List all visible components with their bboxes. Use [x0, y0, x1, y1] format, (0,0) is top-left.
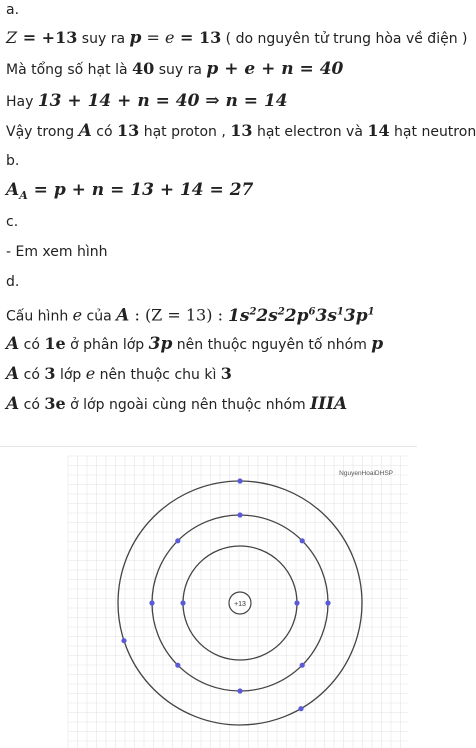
part-a-line-1: Z = +13 suy ra p = e = 13 ( do nguyên tử trung hòa về điện )	[6, 28, 468, 48]
electron-shell-1	[180, 600, 185, 605]
atom-shell-diagram	[68, 456, 408, 748]
electron-shell-3	[237, 478, 242, 483]
electron-shell-2	[149, 600, 154, 605]
part-a-line-3: Hay 13 + 14 + n = 40 ⇒ n = 14	[6, 91, 288, 111]
electron-shell-2	[325, 600, 330, 605]
electron-shell-3	[298, 706, 303, 711]
part-d-line-4: A có 3e ở lớp ngoài cùng nên thuộc nhóm IIIA	[6, 394, 348, 414]
nucleus-label: +13	[234, 601, 246, 608]
part-d-line-3: A có 3 lớp e nên thuộc chu kì 3	[6, 364, 232, 384]
part-c-text: - Em xem hình	[6, 244, 108, 260]
electron-shell-2	[300, 663, 305, 668]
electron-shell-2	[237, 512, 242, 517]
part-d-config-line: Cấu hình e của A : (Z = 13) : $1s^22s^22p^63s^13p^1$	[6, 305, 375, 326]
part-a-line-4: Vậy trong A có 13 hạt proton , 13 hạt electron và 14 hạt neutron	[6, 121, 476, 141]
electron-shell-1	[294, 600, 299, 605]
part-b-formula: $A_A = p + n = 13 + 14 = 27$	[6, 180, 254, 202]
watermark-text: NguyenHoaiDHSP	[339, 470, 393, 477]
electron-shell-2	[175, 663, 180, 668]
section-divider	[0, 446, 417, 447]
part-d-line-2: A có 1e ở phân lớp 3p nên thuộc nguyên tố nhóm p	[6, 334, 384, 354]
electron-shell-3	[121, 638, 126, 643]
part-d-label: d.	[6, 274, 20, 290]
electron-shell-2	[237, 688, 242, 693]
part-a-label: a.	[6, 2, 20, 18]
electron-shell-2	[175, 538, 180, 543]
electron-configuration: $1s^22s^22p^63s^13p^1$	[228, 305, 375, 326]
part-b-label: b.	[6, 153, 20, 169]
electron-shell-2	[300, 538, 305, 543]
part-a-line-2: Mà tổng số hạt là 40 suy ra p + e + n = 40	[6, 59, 344, 79]
part-c-label: c.	[6, 214, 19, 230]
